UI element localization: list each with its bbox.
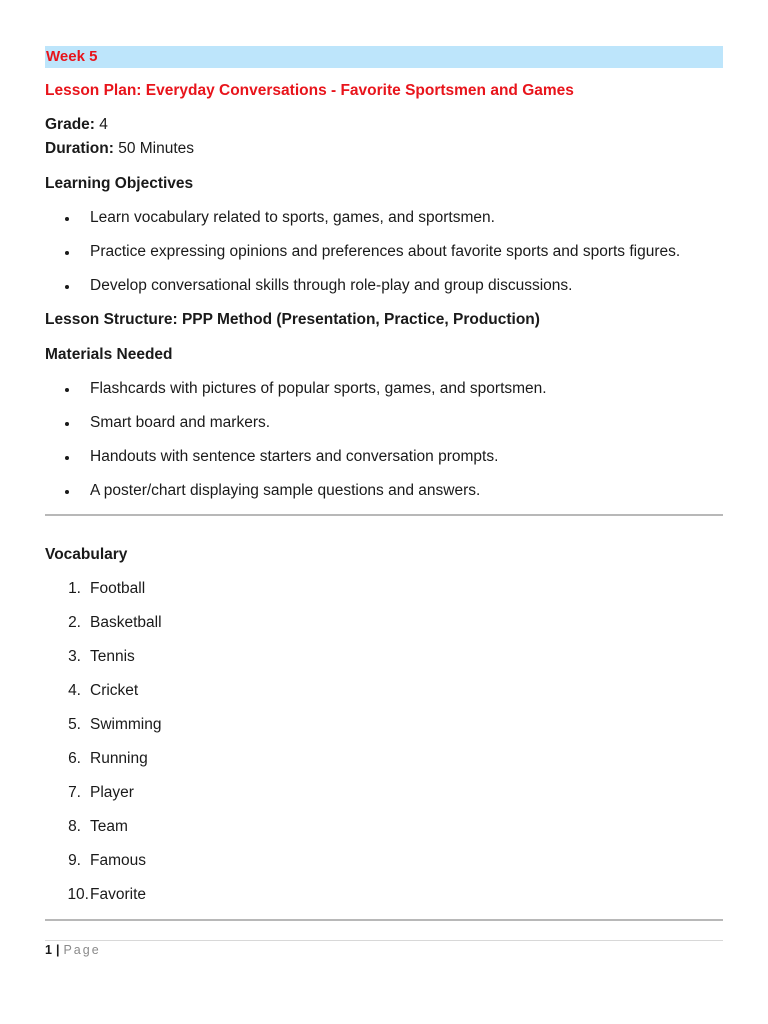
page-label: Page (63, 943, 101, 957)
bullet-icon (65, 251, 69, 255)
duration-line (45, 140, 194, 158)
page-number: 1 (45, 943, 52, 957)
footer-separator: | (55, 943, 60, 957)
grade-value: 4 (99, 116, 108, 133)
footer-divider (45, 940, 723, 941)
materials-heading: Materials Needed (45, 346, 173, 363)
grade-label: Grade: (45, 116, 95, 133)
vocabulary-heading: Vocabulary (45, 546, 128, 563)
structure-heading: Lesson Structure: PPP Method (Presentation, Practice, Production) (45, 311, 540, 328)
objectives-heading: Learning Objectives (45, 175, 194, 192)
section-divider (45, 514, 723, 516)
duration-label: Duration: (45, 140, 114, 157)
grade-line (45, 116, 108, 134)
page-footer (45, 943, 101, 957)
bullet-icon (65, 285, 69, 289)
section-divider (45, 919, 723, 921)
bullet-icon (65, 388, 69, 392)
lesson-title: Lesson Plan: Everyday Conversations - Favorite Sportsmen and Games (45, 82, 574, 99)
duration-value: 50 Minutes (118, 140, 195, 157)
bullet-icon (65, 490, 69, 494)
bullet-icon (65, 422, 69, 426)
bullet-icon (65, 456, 69, 460)
week-banner: Week 5 (45, 46, 723, 68)
bullet-icon (65, 217, 69, 221)
